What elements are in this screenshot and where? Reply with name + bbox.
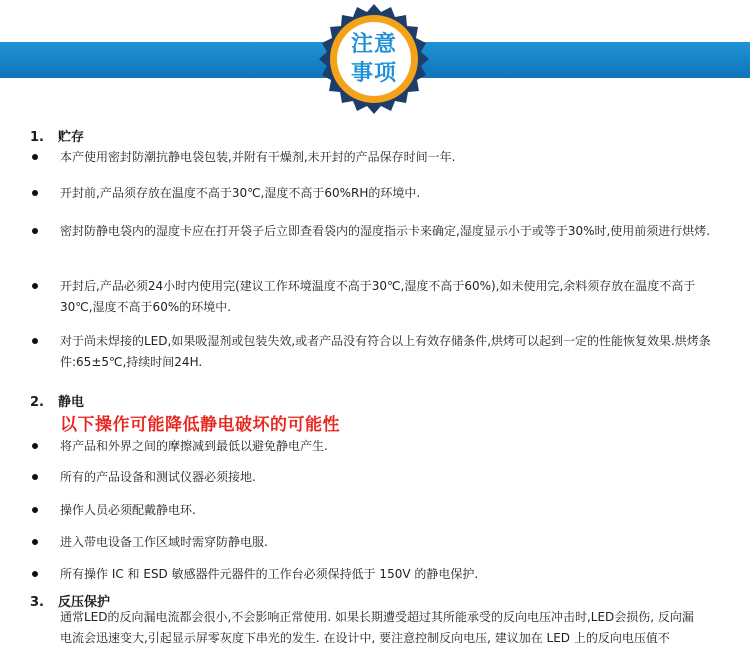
list-item-text: 开封前,产品须存放在温度不高于30℃,湿度不高于60%RH的环境中. xyxy=(60,186,421,200)
section-title: 静电 xyxy=(58,395,85,410)
list-item xyxy=(30,436,720,457)
list-item-text: 进入带电设备工作区域时需穿防静电服. xyxy=(60,535,268,549)
list-item xyxy=(30,147,720,168)
section-heading-storage xyxy=(30,126,84,145)
badge-line-2: 事项 xyxy=(350,61,397,86)
bullet-icon xyxy=(32,338,38,344)
list-item-text: 密封防静电袋内的湿度卡应在打开袋子后立即查看袋内的湿度指示卡来确定,湿度显示小于或等于30%时,使用前须进行烘烤. xyxy=(60,224,711,238)
list-item xyxy=(30,532,720,553)
bullet-icon xyxy=(32,228,38,234)
section-title: 反压保护 xyxy=(58,595,111,610)
header-banner xyxy=(0,0,750,120)
list-item-text: 将产品和外界之间的摩擦减到最低以避免静电产生. xyxy=(60,439,328,453)
bullet-icon xyxy=(32,443,38,449)
list-item-text: 本产使用密封防潮抗静电袋包装,并附有干燥剂,未开封的产品保存时间一年. xyxy=(60,150,456,164)
list-item xyxy=(30,500,720,521)
list-item xyxy=(30,331,720,373)
bullet-icon xyxy=(32,474,38,480)
bullet-icon xyxy=(32,539,38,545)
bullet-icon xyxy=(32,571,38,577)
section-number: 2. xyxy=(30,395,44,410)
bullet-icon xyxy=(32,154,38,160)
list-item xyxy=(30,183,720,204)
list-item xyxy=(30,221,720,242)
list-item-text: 所有的产品设备和测试仪器必须接地. xyxy=(60,470,256,484)
section-heading-static xyxy=(30,391,84,410)
section-number: 1. xyxy=(30,130,44,145)
section-paragraph: 通常LED的反向漏电流都会很小,不会影响正常使用. 如果长期遭受超过其所能承受的反向电压冲击时,LED会损伤, 反向漏电流会迅速变大,引起显示屏零灰度下串光的发生. 在设计中, 要注意控制反向电压, 建议加在 LED 上的反向电压值不 xyxy=(60,610,694,645)
section-number: 3. xyxy=(30,595,44,610)
list-item-text: 所有操作 IC 和 ESD 敏感器件元器件的工作台必须保持低于 150V 的静电保护. xyxy=(60,567,479,581)
static-warning-subtitle: 以下操作可能降低静电破坏的可能性 xyxy=(60,415,340,435)
list-item xyxy=(30,276,720,318)
bullet-icon xyxy=(32,507,38,513)
section-title: 贮存 xyxy=(58,130,85,145)
list-item xyxy=(30,564,720,585)
list-item xyxy=(30,467,720,488)
notice-badge-label xyxy=(336,30,412,88)
bullet-icon xyxy=(32,283,38,289)
list-item-text: 对于尚未焊接的LED,如果吸湿剂或包装失效,或者产品没有符合以上有效存储条件,烘烤可以起到一定的性能恢复效果.烘烤条件:65±5℃,持续时间24H. xyxy=(60,334,711,369)
list-item-text: 开封后,产品必须24小时内使用完(建议工作环境温度不高于30℃,湿度不高于60%),如未使用完,余料须存放在温度不高于30℃,湿度不高于60%的环境中. xyxy=(60,279,696,314)
badge-line-1: 注意 xyxy=(350,32,397,57)
list-item-text: 操作人员必须配戴静电环. xyxy=(60,503,196,517)
bullet-icon xyxy=(32,190,38,196)
